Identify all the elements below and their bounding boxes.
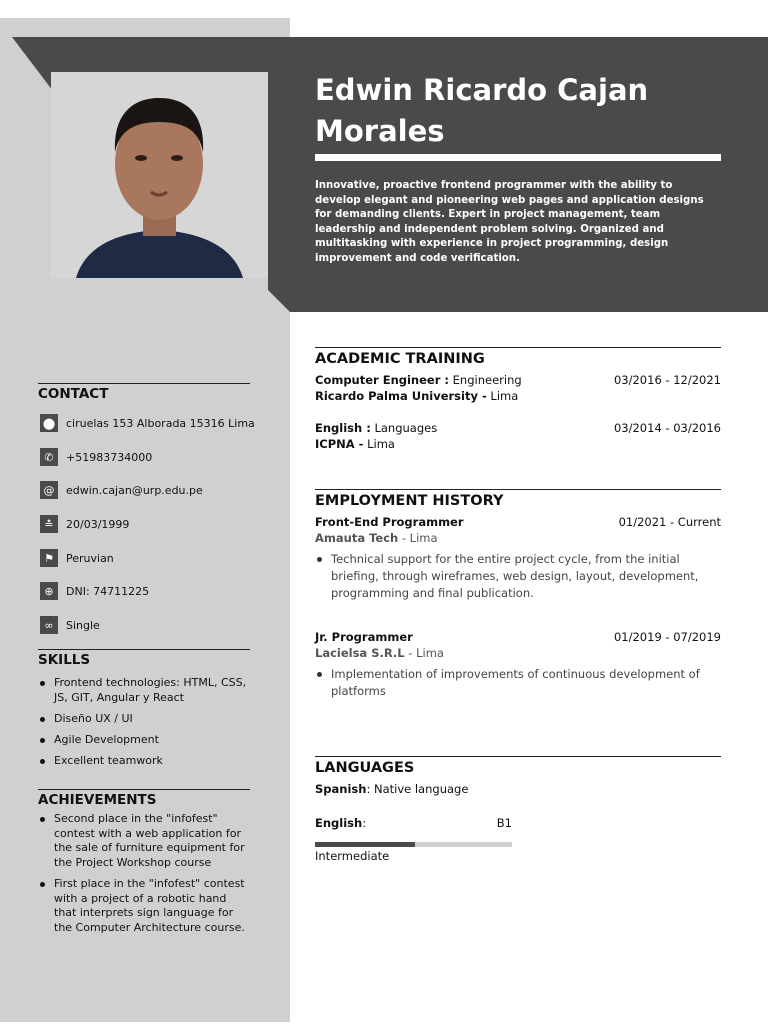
job-role: Front-End Programmer (315, 515, 464, 529)
achievements-title: ACHIEVEMENTS (38, 792, 157, 808)
english-description: Intermediate (315, 849, 390, 863)
achievements-rule (38, 789, 250, 790)
contact-section (38, 383, 250, 402)
school-name: Ricardo Palma University - (315, 389, 487, 403)
contact-dni (40, 581, 149, 601)
skills-list (38, 676, 250, 769)
achievements-list (38, 812, 250, 935)
english-row (315, 816, 512, 830)
job-role: Jr. Programmer (315, 630, 413, 644)
academic-dates: 03/2014 - 03/2016 (613, 421, 721, 435)
skills-title: SKILLS (38, 652, 91, 668)
contact-phone (40, 447, 152, 467)
school-place: Lima (363, 437, 395, 451)
contact-dni-text: DNI: 74711225 (66, 584, 150, 598)
contact-nationality-text: Peruvian (66, 551, 114, 565)
flag-icon: ⚑ (40, 549, 58, 567)
name-underline (315, 154, 721, 161)
school-place: Lima (486, 389, 519, 403)
contact-marital-status (40, 615, 100, 635)
contact-marital-text: Single (66, 618, 100, 632)
job-dates: 01/2021 - Current (618, 515, 721, 529)
spanish-label: Spanish (315, 782, 367, 796)
spanish-level: : Native language (366, 782, 469, 796)
english-colon: : (362, 816, 367, 830)
academic-dates: 03/2016 - 12/2021 (613, 373, 721, 387)
academic-entry-1 (315, 373, 721, 387)
employment-title: EMPLOYMENT HISTORY (315, 493, 504, 509)
school-name: ICPNA - (315, 437, 364, 451)
english-level: B1 (496, 816, 512, 830)
skills-rule (38, 649, 250, 650)
phone-icon: ✆ (40, 448, 58, 466)
contact-title: CONTACT (38, 386, 109, 402)
location-pin-icon: ⬤ (40, 414, 58, 432)
job-1-duties (315, 551, 721, 602)
rings-icon: ∞ (40, 616, 58, 634)
academic-section (315, 347, 721, 451)
languages-rule (315, 756, 721, 757)
english-proficiency-fill (315, 842, 415, 847)
employment-rule (315, 489, 721, 490)
contact-rule (38, 383, 250, 384)
name-line-1: Edwin Ricardo Cajan (315, 73, 649, 107)
globe-icon: ⊕ (40, 582, 58, 600)
birthday-cake-icon: ≛ (40, 515, 58, 533)
job-place: - Lima (398, 531, 438, 545)
achievements-section (38, 789, 250, 942)
contact-phone-text: +51983734000 (66, 450, 153, 464)
job-1-header (315, 515, 721, 529)
job-2-header (315, 630, 721, 644)
degree-label: English : (315, 421, 371, 435)
job-2-duties (315, 666, 721, 700)
english-label: English (315, 816, 363, 830)
profile-summary: Innovative, proactive frontend programmer with the ability to develop elegant and pioneering web pages and application designs for demanding clients. Expert in project management, team leadership and independent problem solving. Organized and multitasking with experience in project programming, design improvement and code verification. (315, 180, 704, 264)
job-dates: 01/2019 - 07/2019 (613, 630, 721, 644)
degree-field: Engineering (449, 373, 522, 387)
contact-address (40, 413, 255, 433)
languages-section (315, 756, 721, 830)
profile-photo (51, 72, 268, 278)
degree-field: Languages (370, 421, 438, 435)
list-item: First place in the "infofest" contest with a project of a robotic hand that interprets sign language for the Computer Architecture course. (38, 877, 250, 935)
skills-section (38, 649, 250, 775)
job-company: Lacielsa S.R.L (315, 646, 405, 660)
list-item: Agile Development (38, 733, 250, 748)
contact-email-text: edwin.cajan@urp.edu.pe (66, 483, 203, 497)
academic-entry-2 (315, 421, 721, 435)
job-company: Amauta Tech (315, 531, 399, 545)
list-item: Diseño UX / UI (38, 712, 250, 727)
languages-title: LANGUAGES (315, 760, 415, 776)
contact-nationality (40, 548, 114, 568)
list-item: Frontend technologies: HTML, CSS, JS, GIT, Angular y React (38, 676, 250, 705)
list-item: Second place in the "infofest" contest with a web application for the sale of furniture equipment for the Project Workshop course (38, 812, 250, 870)
contact-email (40, 480, 203, 500)
academic-title: ACADEMIC TRAINING (315, 351, 485, 367)
list-item: Technical support for the entire project cycle, from the initial briefing, through wireframes, web design, layout, development, programming and final publication. (315, 551, 721, 602)
list-item: Implementation of improvements of continuous development of platforms (315, 666, 721, 700)
at-sign-icon: @ (40, 481, 58, 499)
contact-birthdate (40, 514, 129, 534)
degree-label: Computer Engineer : (315, 373, 449, 387)
academic-rule (315, 347, 721, 348)
english-proficiency-bar (315, 842, 512, 847)
list-item: Excellent teamwork (38, 754, 250, 769)
employment-section (315, 489, 721, 700)
job-place: - Lima (404, 646, 444, 660)
contact-address-text: ciruelas 153 Alborada 15316 Lima (66, 416, 255, 430)
name-line-2: Morales (315, 114, 445, 148)
person-name (315, 70, 735, 152)
contact-birthdate-text: 20/03/1999 (66, 517, 130, 531)
